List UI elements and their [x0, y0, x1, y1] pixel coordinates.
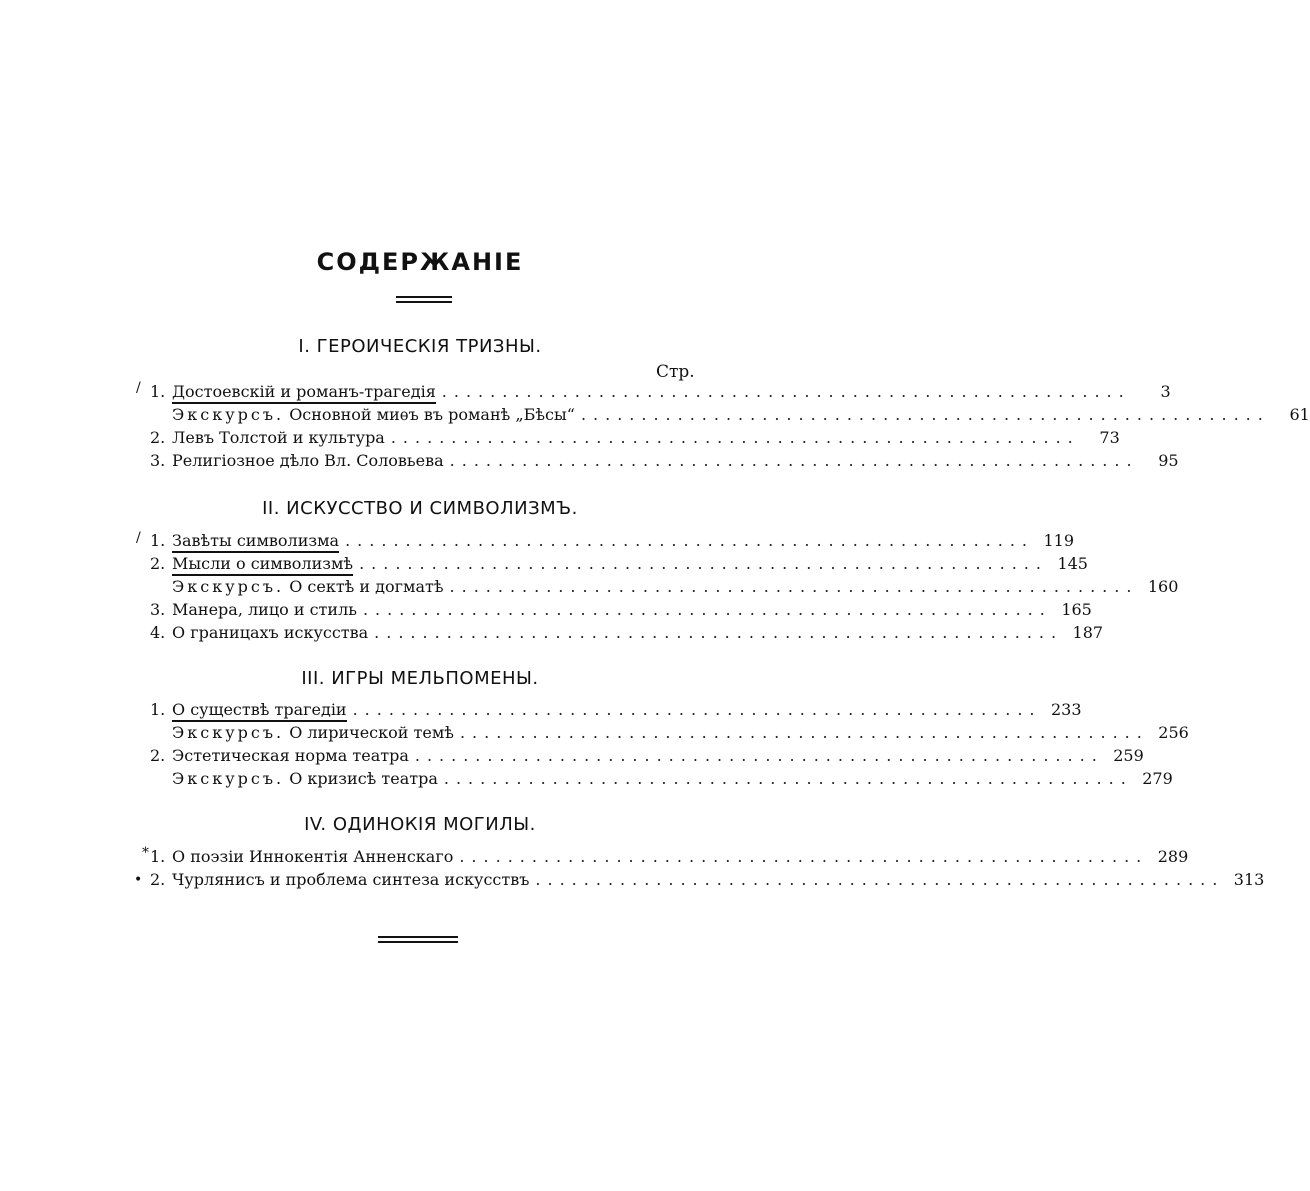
section-heading: IV. ОДИНОКІЯ МОГИЛЫ. — [304, 814, 536, 835]
toc-entry[interactable]: 2. Левъ Толстой и культура ......................................................... 73 — [150, 428, 1120, 447]
toc-entry[interactable]: 1. Достоевскій и романъ-трагедія ......................................................... 3 — [150, 382, 694, 406]
dot-leader: ......................................................... — [441, 382, 1131, 401]
dot-leader: ......................................................... — [359, 554, 1048, 573]
page-column-label: Стр. — [656, 362, 695, 382]
toc-entry[interactable]: 4. О границахъ искусства ......................................................... 187 — [150, 623, 1104, 642]
section-heading: III. ИГРЫ МЕЛЬПОМЕНЫ. — [301, 668, 539, 689]
dot-leader: ......................................................... — [459, 847, 1149, 866]
dot-leader: ......................................................... — [459, 723, 1149, 742]
toc-entry[interactable]: Экскурсъ. Основной миѳъ въ романѣ „Бѣсы“ ......................................................... 61 — [172, 405, 1310, 424]
dot-leader: ......................................................... — [449, 577, 1139, 596]
dot-leader: ......................................................... — [352, 700, 1042, 719]
toc-entry[interactable]: 2. Эстетическая норма театра ......................................................... 259 — [150, 746, 1144, 765]
pencil-mark-icon: / — [136, 530, 141, 546]
dot-leader: ......................................................... — [449, 451, 1139, 470]
section-heading: II. ИСКУССТВО И СИМВОЛИЗМЪ. — [262, 498, 578, 519]
toc-entry[interactable]: 3. Манера, лицо и стиль ......................................................... 165 — [150, 600, 1092, 619]
bullet-mark-icon: • — [134, 872, 143, 888]
pencil-mark-icon: * — [142, 845, 149, 861]
toc-entry[interactable]: 1. О существѣ трагедіи ......................................................... 233 — [150, 700, 694, 724]
title-divider — [396, 296, 452, 306]
excursus-label: Экскурсъ. — [172, 769, 285, 788]
dot-leader: ......................................................... — [580, 405, 1270, 424]
dot-leader: ......................................................... — [362, 600, 1052, 619]
toc-entry[interactable]: 3. Религіозное дѣло Вл. Соловьева ......................................................... 95 — [150, 451, 1179, 470]
excursus-label: Экскурсъ. — [172, 577, 285, 596]
end-divider — [378, 936, 458, 946]
excursus-label: Экскурсъ. — [172, 405, 285, 424]
toc-entry[interactable]: 1. Завѣты символизма ......................................................... 119 — [150, 531, 694, 555]
toc-entry[interactable]: Экскурсъ. О лирической темѣ ......................................................... 256 — [172, 723, 1189, 742]
excursus-label: Экскурсъ. — [172, 723, 285, 742]
toc-entry[interactable]: Экскурсъ. О кризисѣ театра ......................................................... 279 — [172, 769, 1173, 788]
dot-leader: ......................................................... — [345, 531, 1034, 550]
toc-entry[interactable]: Экскурсъ. О сектѣ и догматѣ ......................................................... 160 — [172, 577, 1179, 596]
dot-leader: ......................................................... — [390, 428, 1080, 447]
dot-leader: ......................................................... — [535, 870, 1225, 889]
dot-leader: ......................................................... — [374, 623, 1064, 642]
pencil-mark-icon: / — [136, 380, 141, 396]
toc-entry[interactable]: 2. Чурлянисъ и проблема синтеза искусствъ ......................................................... 313 — [150, 870, 1265, 889]
section-heading: I. ГЕРОИЧЕСКІЯ ТРИЗНЫ. — [298, 336, 542, 357]
toc-entry[interactable]: 1. О поэзіи Иннокентія Анненскаго ......................................................... 289 — [150, 847, 1189, 866]
toc-entry[interactable]: 2. Мысли о символизмѣ ......................................................... 145 — [150, 554, 694, 578]
dot-leader: ......................................................... — [414, 746, 1104, 765]
page-title: СОДЕРЖАНІЕ — [316, 248, 524, 276]
dot-leader: ......................................................... — [443, 769, 1133, 788]
